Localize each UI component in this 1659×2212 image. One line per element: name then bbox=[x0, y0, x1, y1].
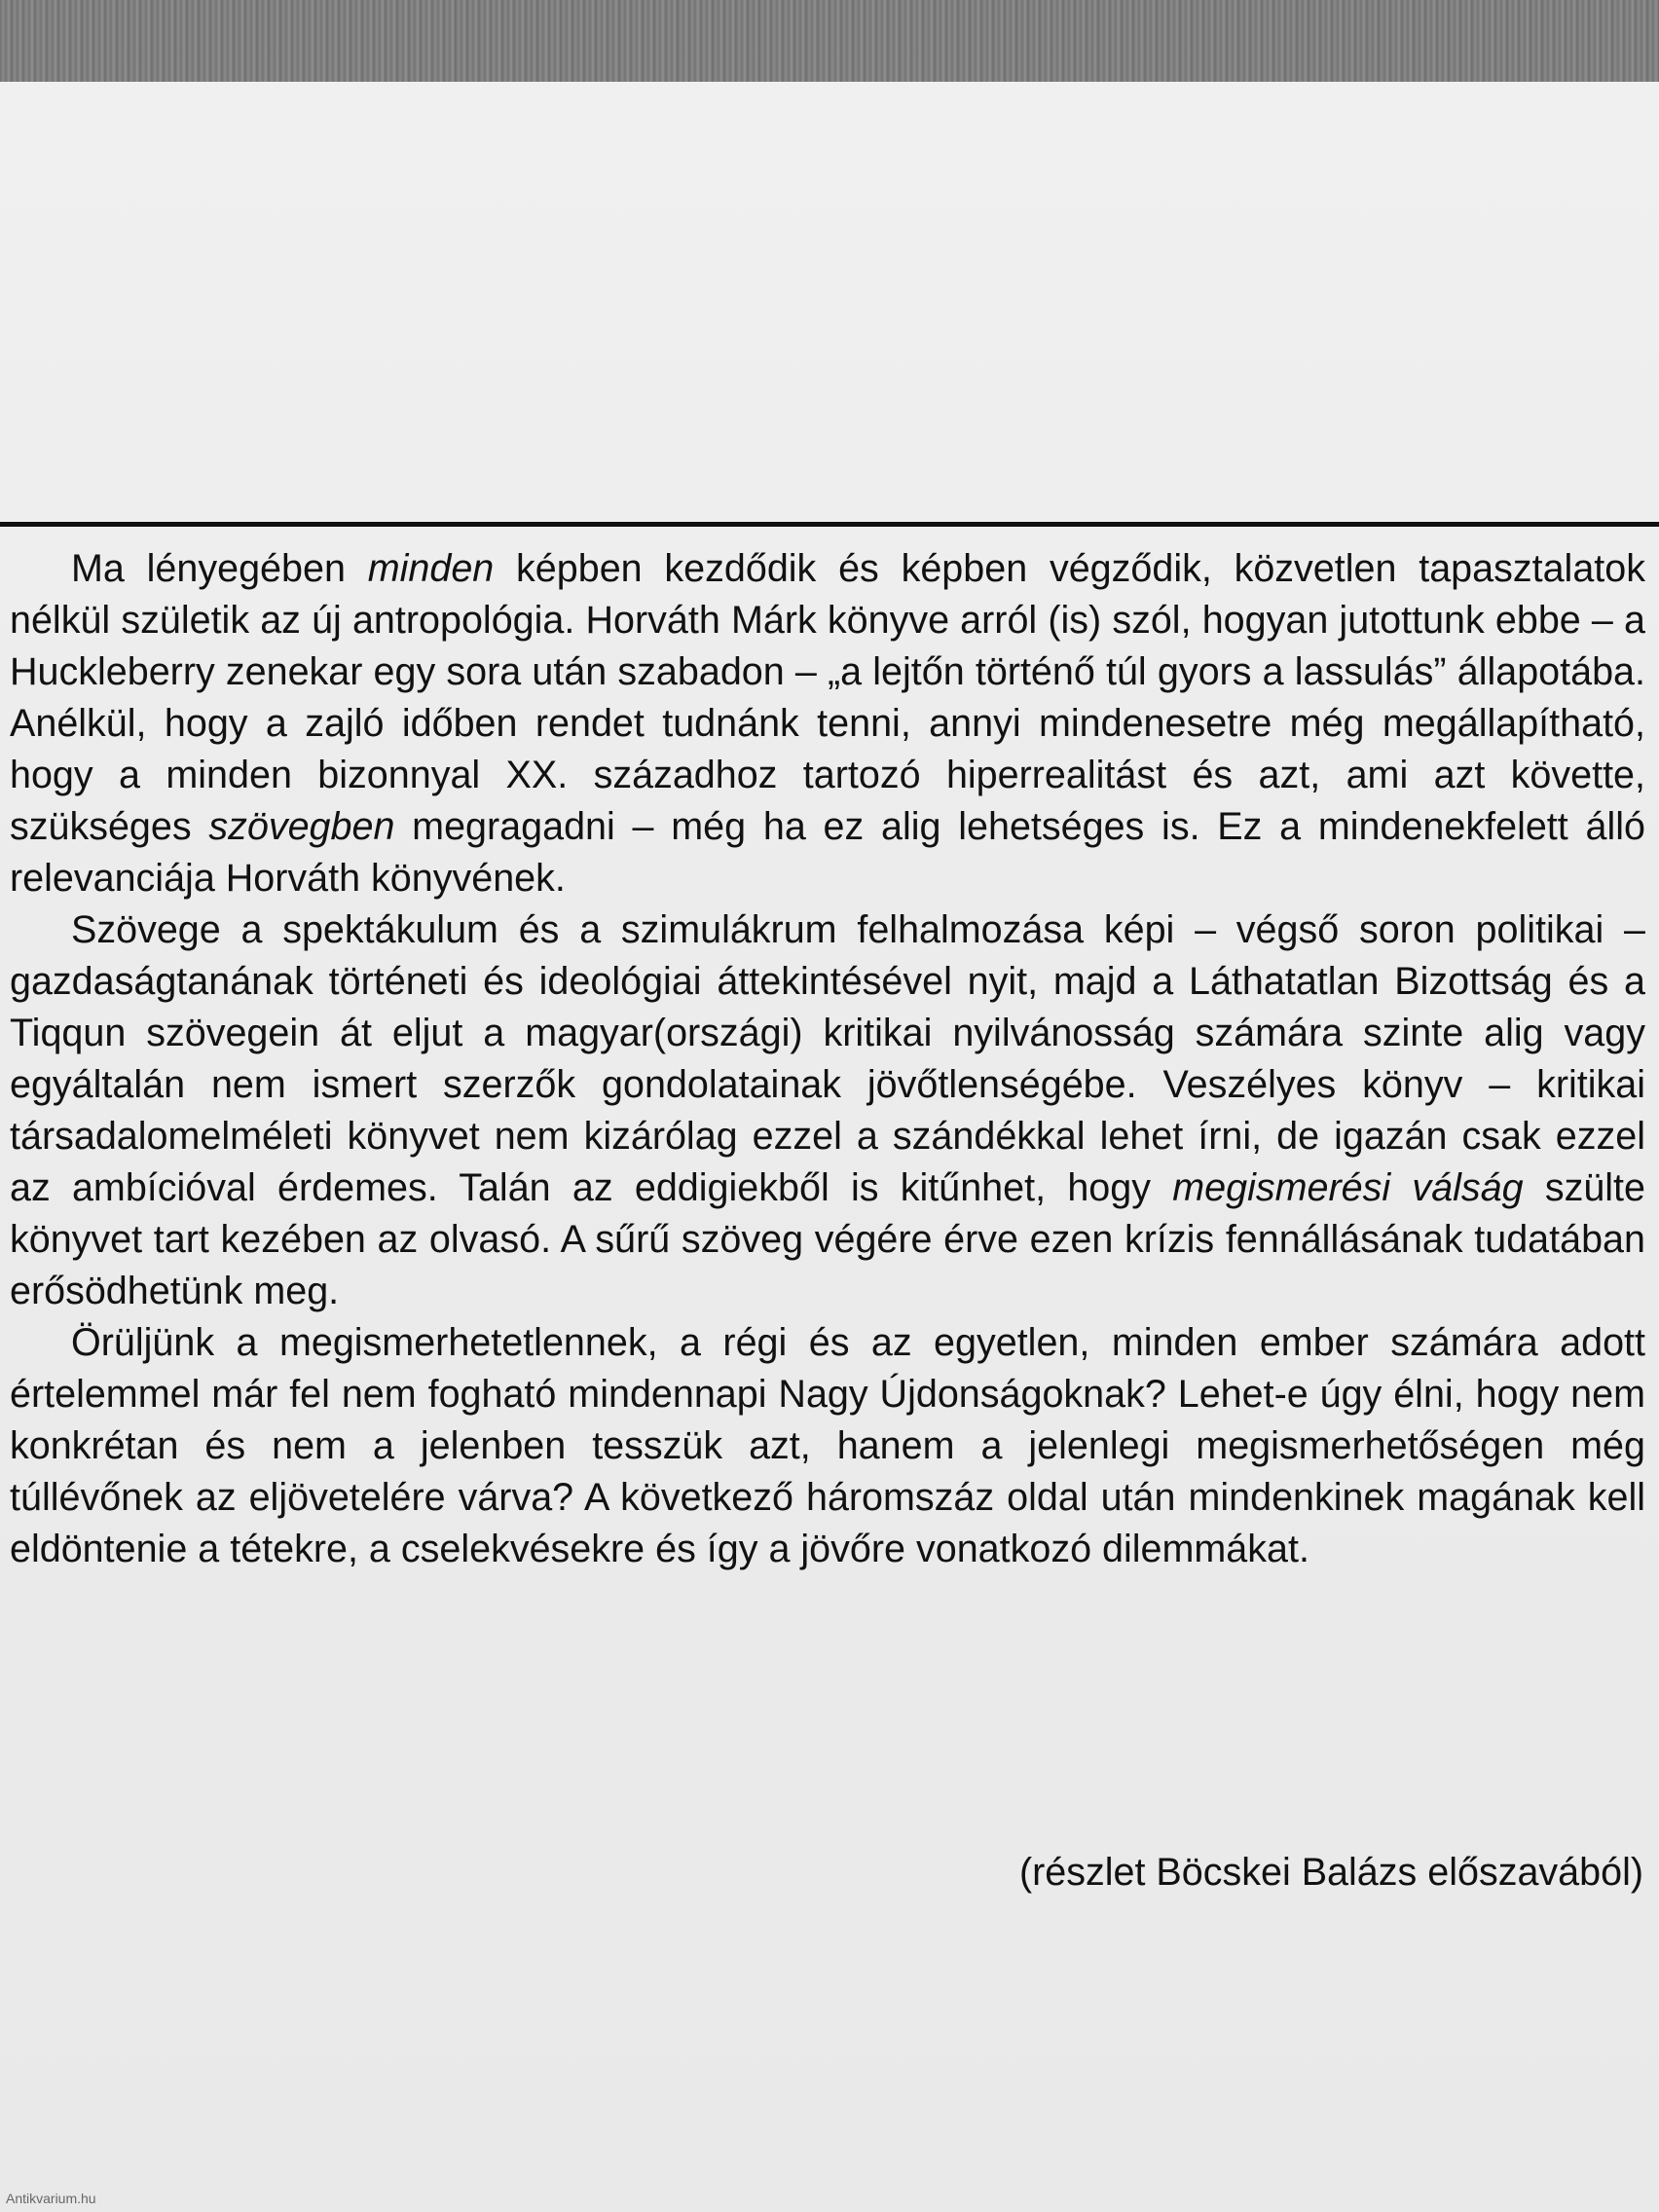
paragraph-2 bbox=[10, 904, 1645, 1317]
paragraph-3 bbox=[10, 1317, 1645, 1575]
text-run: Ma lényegében bbox=[71, 547, 368, 590]
text-run: megragadni – még ha ez alig lehetséges is. Ez a mindenekfelett álló relevanciája Horváth könyvének. bbox=[10, 805, 1645, 900]
text-run: képben kezdődik és képben végződik, közvetlen tapasztalatok nélkül születik az új antropológia. Horváth Márk könyve arról (is) szól, hogyan jutottunk ebbe – a Huckleberry zenekar egy sora után szabadon – „a lejtőn történő túl gyors a lassulás” állapotába. Anélkül, hogy a zajló időben rendet tudnánk tenni, annyi mindenesetre még megállapítható, hogy a minden bizonnyal XX. századhoz tartozó hiperrealitást és azt, ami azt követte, szükséges bbox=[10, 547, 1645, 848]
emphasis-megismeresi-valsag: megismerési válság bbox=[1172, 1166, 1524, 1209]
text-run: szülte könyvet tart kezében az olvasó. A sűrű szöveg végére érve ezen krízis fennállásának tudatában erősödhetünk meg. bbox=[10, 1166, 1645, 1312]
watermark: Antikvarium.hu bbox=[6, 2191, 96, 2206]
text-run: Szövege a spektákulum és a szimulákrum felhalmozása képi – végső soron politikai – gazdaságtanának történeti és ideológiai áttekintésével nyit, majd a Láthatatlan Bizottság és a Tiqqun szövegein át eljut a magyar(országi) kritikai nyilvánosság számára szinte alig vagy egyáltalán nem ismert szerzők gondolatainak jövőtlenségébe. Veszélyes könyv – kritikai társadalomelméleti könyvet nem kizárólag ezzel a szándékkal lehet írni, de igazán csak ezzel az ambícióval érdemes. Talán az eddigiekből is kitűnhet, hogy bbox=[10, 908, 1645, 1209]
horizontal-rule bbox=[0, 522, 1659, 527]
blurb-text bbox=[10, 543, 1645, 1575]
paragraph-1 bbox=[10, 543, 1645, 904]
attribution: (részlet Böcskei Balázs előszavából) bbox=[1018, 1851, 1643, 1894]
emphasis-minden: minden bbox=[367, 547, 495, 590]
text-run: Örüljünk a megismerhetetlennek, a régi és az egyetlen, minden ember számára adott értelemmel már fel nem fogható mindennapi Nagy Újdonságoknak? Lehet-e úgy élni, hogy nem konkrétan és nem a jelenben tesszük azt, hanem a jelenlegi megismerhetőségen még túllévőnek az eljövetelére várva? A következő háromszáz oldal után mindenkinek magának kell eldöntenie a tétekre, a cselekvésekre és így a jövőre vonatkozó dilemmákat. bbox=[10, 1321, 1645, 1570]
emphasis-szovegben: szövegben bbox=[208, 805, 395, 848]
